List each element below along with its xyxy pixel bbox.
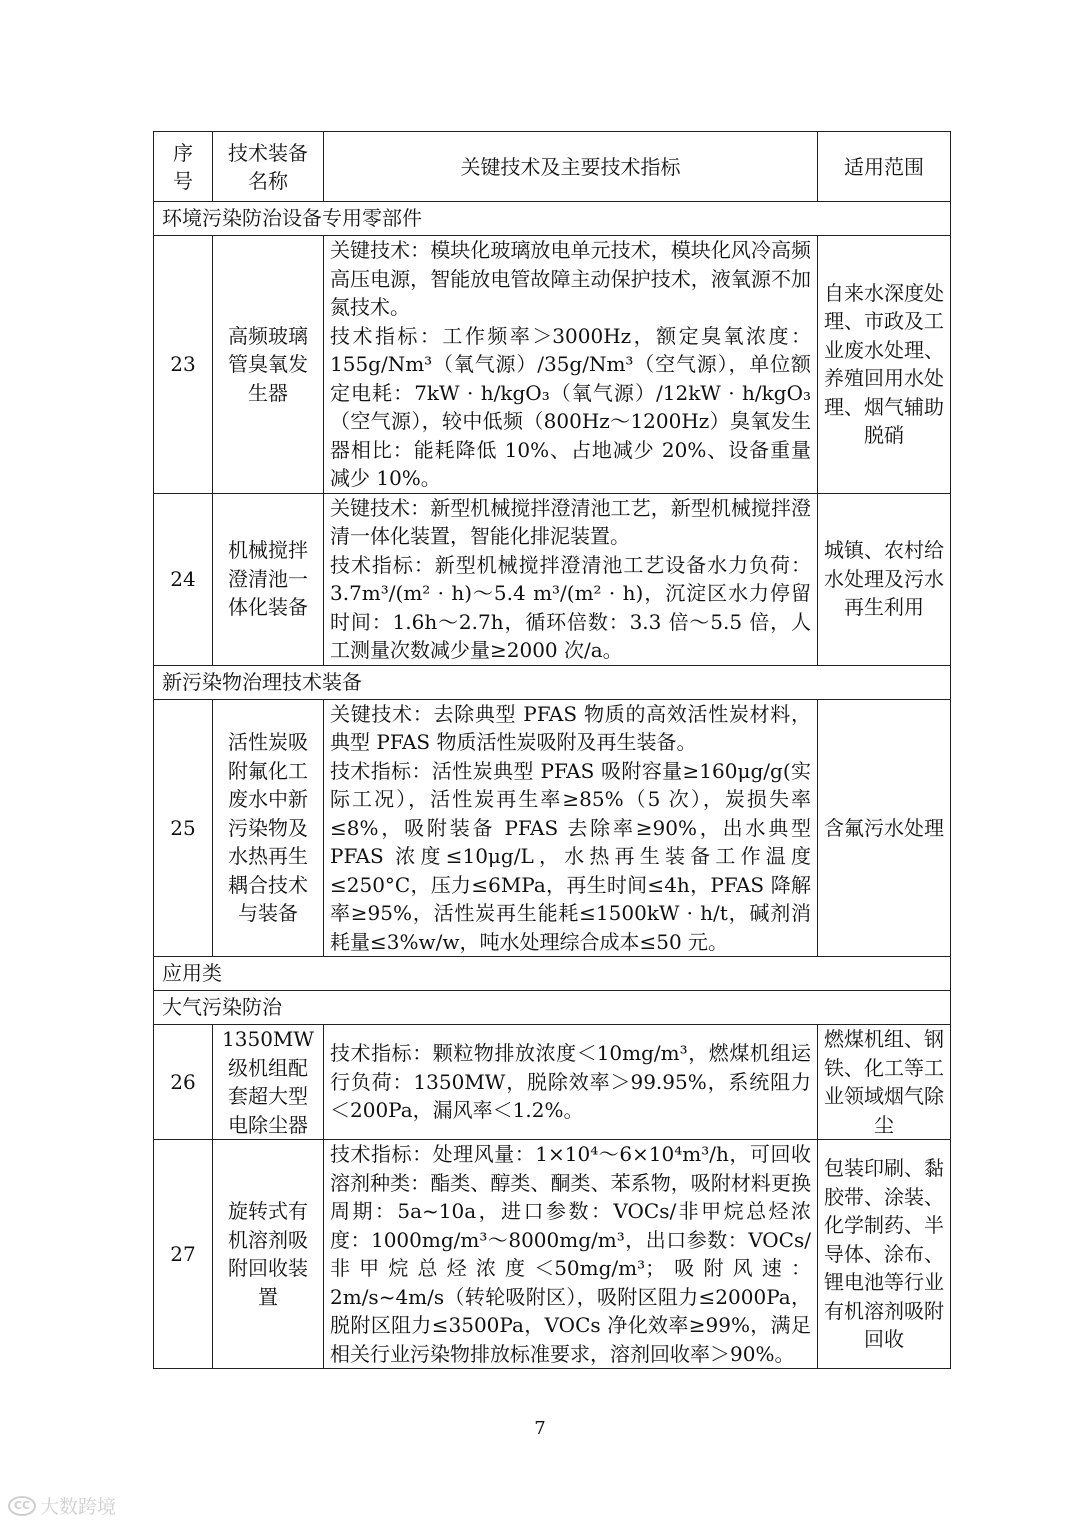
equipment-table: [153, 131, 951, 1369]
table-row: [154, 699, 951, 957]
row-number: 26: [154, 1025, 213, 1140]
section-title: 大气污染防治: [154, 991, 951, 1025]
section-title: 环境污染防治设备专用零部件: [154, 202, 951, 236]
header-scope: 适用范围: [818, 132, 951, 202]
header-no: 序号: [154, 132, 213, 202]
application-scope: 含氟污水处理: [818, 699, 951, 957]
equipment-name: 活性炭吸附氟化工废水中新污染物及水热再生耦合技术与装备: [213, 699, 324, 957]
application-scope: 包装印刷、黏胶带、涂装、化学制药、半导体、涂布、锂电池等行业有机溶剂吸附回收: [818, 1140, 951, 1369]
header-spec: 关键技术及主要技术指标: [324, 132, 818, 202]
watermark-text: 大数跨境: [40, 1496, 117, 1518]
table-row: [154, 236, 951, 494]
technical-indicators: 技术指标：处理风量：1×10⁴～6×10⁴m³/h，可回收溶剂种类：酯类、醇类、酮类、苯系物，吸附材料更换周期：5a~10a，进口参数：VOCs/非甲烷总烃浓度：1000mg/m³～8000mg/m³，出口参数：VOCs/非甲烷总烃浓度＜50mg/m³；吸附风速：2m/s~4m/s（转轮吸附区），吸附区阻力≤2000Pa，脱附区阻力≤3500Pa，VOCs 净化效率≥99%，满足相关行业污染物排放标准要求，溶剂回收率＞90%。: [330, 1142, 811, 1366]
section-title: 应用类: [154, 957, 951, 991]
section-title: 新污染物治理技术装备: [154, 665, 951, 699]
table-row: [154, 493, 951, 665]
key-technology: 关键技术：模块化玻璃放电单元技术，模块化风冷高频高压电源，智能放电管故障主动保护技术，液氧源不加氮技术。: [330, 238, 811, 319]
key-technology: 关键技术：去除典型 PFAS 物质的高效活性炭材料，典型 PFAS 物质活性炭吸附及再生装备。: [330, 701, 811, 754]
table-row: [154, 1025, 951, 1140]
equipment-name: 1350MW级机组配套超大型电除尘器: [213, 1025, 324, 1140]
header-name: 技术装备名称: [213, 132, 324, 202]
application-scope: 城镇、农村给水处理及污水再生利用: [818, 493, 951, 665]
table-header-row: [154, 132, 951, 202]
equipment-name: 旋转式有机溶剂吸附回收装置: [213, 1140, 324, 1369]
key-technology-cell: [324, 1025, 818, 1140]
row-number: 25: [154, 699, 213, 957]
section-row: [154, 202, 951, 236]
section-row: [154, 957, 951, 991]
watermark: [8, 1492, 116, 1519]
row-number: 27: [154, 1140, 213, 1369]
section-row: [154, 665, 951, 699]
technical-indicators: 技术指标：活性炭典型 PFAS 吸附容量≥160μg/g(实际工况），活性炭再生率≥85%（5 次），炭损失率≤8%，吸附装备 PFAS 去除率≥90%，出水典型 PFAS 浓度≤10μg/L，水热再生装备工作温度≤250°C，压力≤6MPa，再生时间≤4h，PFAS 降解率≥95%，活性炭再生能耗≤1500kW · h/t，碱剂消耗量≤3%w/w，吨水处理综合成本≤50 元。: [330, 758, 811, 954]
key-technology: 关键技术：新型机械搅拌澄清池工艺，新型机械搅拌澄清一体化装置，智能化排泥装置。: [330, 495, 811, 548]
row-number: 23: [154, 236, 213, 494]
key-technology-cell: [324, 699, 818, 957]
page-number: 7: [534, 1418, 546, 1439]
key-technology-cell: [324, 1140, 818, 1369]
application-scope: 自来水深度处理、市政及工业废水处理、养殖回用水处理、烟气辅助脱硝: [818, 236, 951, 494]
row-number: 24: [154, 493, 213, 665]
application-scope: 燃煤机组、钢铁、化工等工业领域烟气除尘: [818, 1025, 951, 1140]
equipment-name: 机械搅拌澄清池一体化装备: [213, 493, 324, 665]
technical-indicators: 技术指标：新型机械搅拌澄清池工艺设备水力负荷：3.7m³/(m² · h)～5.4 m³/(m² · h)，沉淀区水力停留时间：1.6h～2.7h，循环倍数：3.3 倍～5.5 倍，人工测量次数减少量≥2000 次/a。: [330, 552, 811, 662]
section-row: [154, 991, 951, 1025]
technical-indicators: 技术指标：颗粒物排放浓度＜10mg/m³，燃煤机组运行负荷：1350MW，脱除效率＞99.95%，系统阻力＜200Pa，漏风率＜1.2%。: [330, 1041, 811, 1123]
technical-indicators: 技术指标：工作频率＞3000Hz，额定臭氧浓度：155g/Nm³（氧气源）/35g/Nm³（空气源），单位额定电耗：7kW · h/kgO₃（氧气源）/12kW · h/kgO₃（空气源），较中低频（800Hz～1200Hz）臭氧发生器相比：能耗降低 10%、占地减少 20%、设备重量减少 10%。: [330, 323, 811, 490]
equipment-name: 高频玻璃管臭氧发生器: [213, 236, 324, 494]
table-row: [154, 1140, 951, 1369]
watermark-logo-icon: CC: [8, 1496, 36, 1516]
key-technology-cell: [324, 236, 818, 494]
key-technology-cell: [324, 493, 818, 665]
